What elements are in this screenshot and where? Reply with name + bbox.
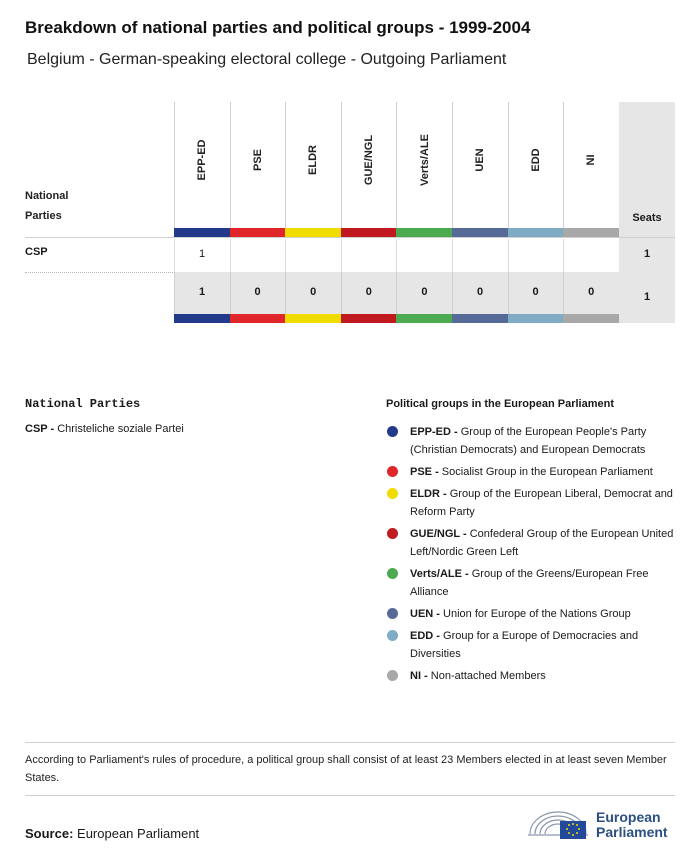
group-total-cell: 0: [365, 286, 372, 298]
value-cell-border: [285, 239, 341, 272]
note-top-divider: [25, 742, 675, 743]
group-color-bar-top: [563, 228, 619, 237]
group-legend-name: Group of the European People's Party (Christian Democrats) and European Democrats: [410, 426, 647, 456]
group-legend-item: [386, 627, 676, 663]
group-color-dot-icon: [387, 608, 398, 619]
group-color-dot-icon: [387, 670, 398, 681]
value-cell-border: [508, 239, 564, 272]
group-color-bar-bottom: [563, 314, 619, 323]
national-party-name: Christeliche soziale Partei: [57, 423, 184, 435]
group-color-bar-top: [285, 228, 341, 237]
group-legend-code: EDD -: [410, 630, 440, 642]
group-legend-name: Confederal Group of the European United Left/Nordic Green Left: [410, 528, 674, 558]
group-header-column: [452, 102, 508, 228]
group-color-dot-icon: [387, 426, 398, 437]
logo-line2: Parliament: [596, 824, 668, 840]
party-seats-csp: 1: [643, 248, 651, 260]
logo-text: [596, 810, 668, 840]
source-line: [25, 826, 199, 841]
group-header-column: [230, 102, 286, 228]
group-legend-name: Group of the European Liberal, Democrat and Reform Party: [410, 488, 673, 518]
group-legend-item: [386, 605, 676, 623]
group-header-column: [508, 102, 564, 228]
group-legend-name: Group of the Greens/European Free Alliance: [410, 568, 649, 598]
group-legend-name: Socialist Group in the European Parliament: [441, 466, 653, 478]
group-total-cell: 0: [588, 286, 595, 298]
group-header-label: EDD: [529, 148, 542, 172]
group-header-column: [174, 102, 230, 228]
group-total-cell: 0: [310, 286, 317, 298]
group-header-label: Verts/ALE: [418, 134, 431, 186]
group-header-label: NI: [585, 154, 598, 166]
chart-title: Breakdown of national parties and political groups - 1999-2004: [25, 18, 531, 37]
group-total-cell: 0: [476, 286, 484, 298]
group-legend-name: Non-attached Members: [430, 670, 546, 682]
groups-legend-list: [386, 423, 676, 689]
value-cell-border: [341, 239, 397, 272]
rules-note: According to Parliament's rules of procedure, a political group shall consist of at least 23 Members elected in at least seven Member States.: [25, 754, 667, 784]
group-header-label: PSE: [251, 148, 264, 172]
national-parties-header-line1: National: [25, 190, 69, 202]
group-color-bar-bottom: [508, 314, 564, 323]
group-legend-name: Union for Europe of the Nations Group: [443, 608, 631, 620]
breakdown-table: [25, 102, 675, 324]
group-color-bar-top: [230, 228, 286, 237]
group-legend-code: ELDR -: [410, 488, 447, 500]
group-legend-code: NI -: [410, 670, 428, 682]
group-legend-item: [386, 485, 676, 521]
group-legend-item: [386, 463, 676, 481]
value-cell-border: [452, 239, 508, 272]
group-header-column: [285, 102, 341, 228]
group-header-column: [341, 102, 397, 228]
logo-line1: European: [596, 809, 661, 825]
group-total-cell: 0: [421, 286, 428, 298]
group-header-column: [396, 102, 452, 228]
group-legend-code: UEN -: [410, 608, 440, 620]
national-parties-legend-title: National Parties: [25, 397, 141, 411]
value-cell-border: [230, 239, 286, 272]
group-header-label: EPP-ED: [196, 139, 209, 181]
group-header-label: GUE/NGL: [363, 134, 376, 186]
note-bottom-divider: [25, 795, 675, 796]
group-color-bar-bottom: [285, 314, 341, 323]
group-legend-name: Group for a Europe of Democracies and Diversities: [410, 630, 639, 660]
group-color-dot-icon: [387, 488, 398, 499]
group-header-column: [563, 102, 619, 228]
group-legend-code: EPP-ED -: [410, 426, 458, 438]
group-color-bar-top: [341, 228, 397, 237]
seats-header: Seats: [632, 212, 662, 224]
group-total-cell: 0: [532, 286, 539, 298]
group-legend-item: [386, 667, 676, 685]
group-color-bar-top: [174, 228, 230, 237]
group-total-cell: 1: [198, 286, 206, 298]
groups-legend-title: Political groups in the European Parliament: [386, 398, 614, 410]
group-value-cell: 1: [198, 248, 206, 260]
group-total-cell: 0: [254, 286, 261, 298]
group-color-bar-top: [508, 228, 564, 237]
group-legend-code: PSE -: [410, 466, 439, 478]
group-color-bar-bottom: [341, 314, 397, 323]
group-legend-code: GUE/NGL -: [410, 528, 467, 540]
group-color-dot-icon: [387, 630, 398, 641]
header-divider: [25, 237, 675, 238]
national-parties-header-line2: Parties: [25, 210, 62, 222]
total-seats: 1: [643, 291, 651, 303]
group-legend-item: [386, 565, 676, 601]
group-header-label: ELDR: [307, 145, 320, 175]
value-cell-border: [563, 239, 619, 272]
group-color-bar-bottom: [174, 314, 230, 323]
national-party-entry: [25, 423, 184, 435]
national-party-code: CSP -: [25, 423, 55, 435]
value-cell-border: [396, 239, 452, 272]
source-label: Source:: [25, 826, 74, 841]
group-header-label: UEN: [474, 148, 487, 172]
chart-subtitle: Belgium - German-speaking electoral college - Outgoing Parliament: [27, 51, 507, 68]
party-name-csp: CSP: [25, 246, 48, 258]
group-legend-code: Verts/ALE -: [410, 568, 469, 580]
group-color-bar-bottom: [230, 314, 286, 323]
national-parties-header: [25, 186, 68, 226]
group-color-bar-top: [396, 228, 452, 237]
group-color-bar-bottom: [396, 314, 452, 323]
group-color-dot-icon: [387, 568, 398, 579]
group-color-dot-icon: [387, 466, 398, 477]
group-color-dot-icon: [387, 528, 398, 539]
source-value: European Parliament: [77, 826, 200, 841]
group-color-bar-bottom: [452, 314, 508, 323]
group-legend-item: [386, 423, 676, 459]
group-legend-item: [386, 525, 676, 561]
group-color-bar-top: [452, 228, 508, 237]
